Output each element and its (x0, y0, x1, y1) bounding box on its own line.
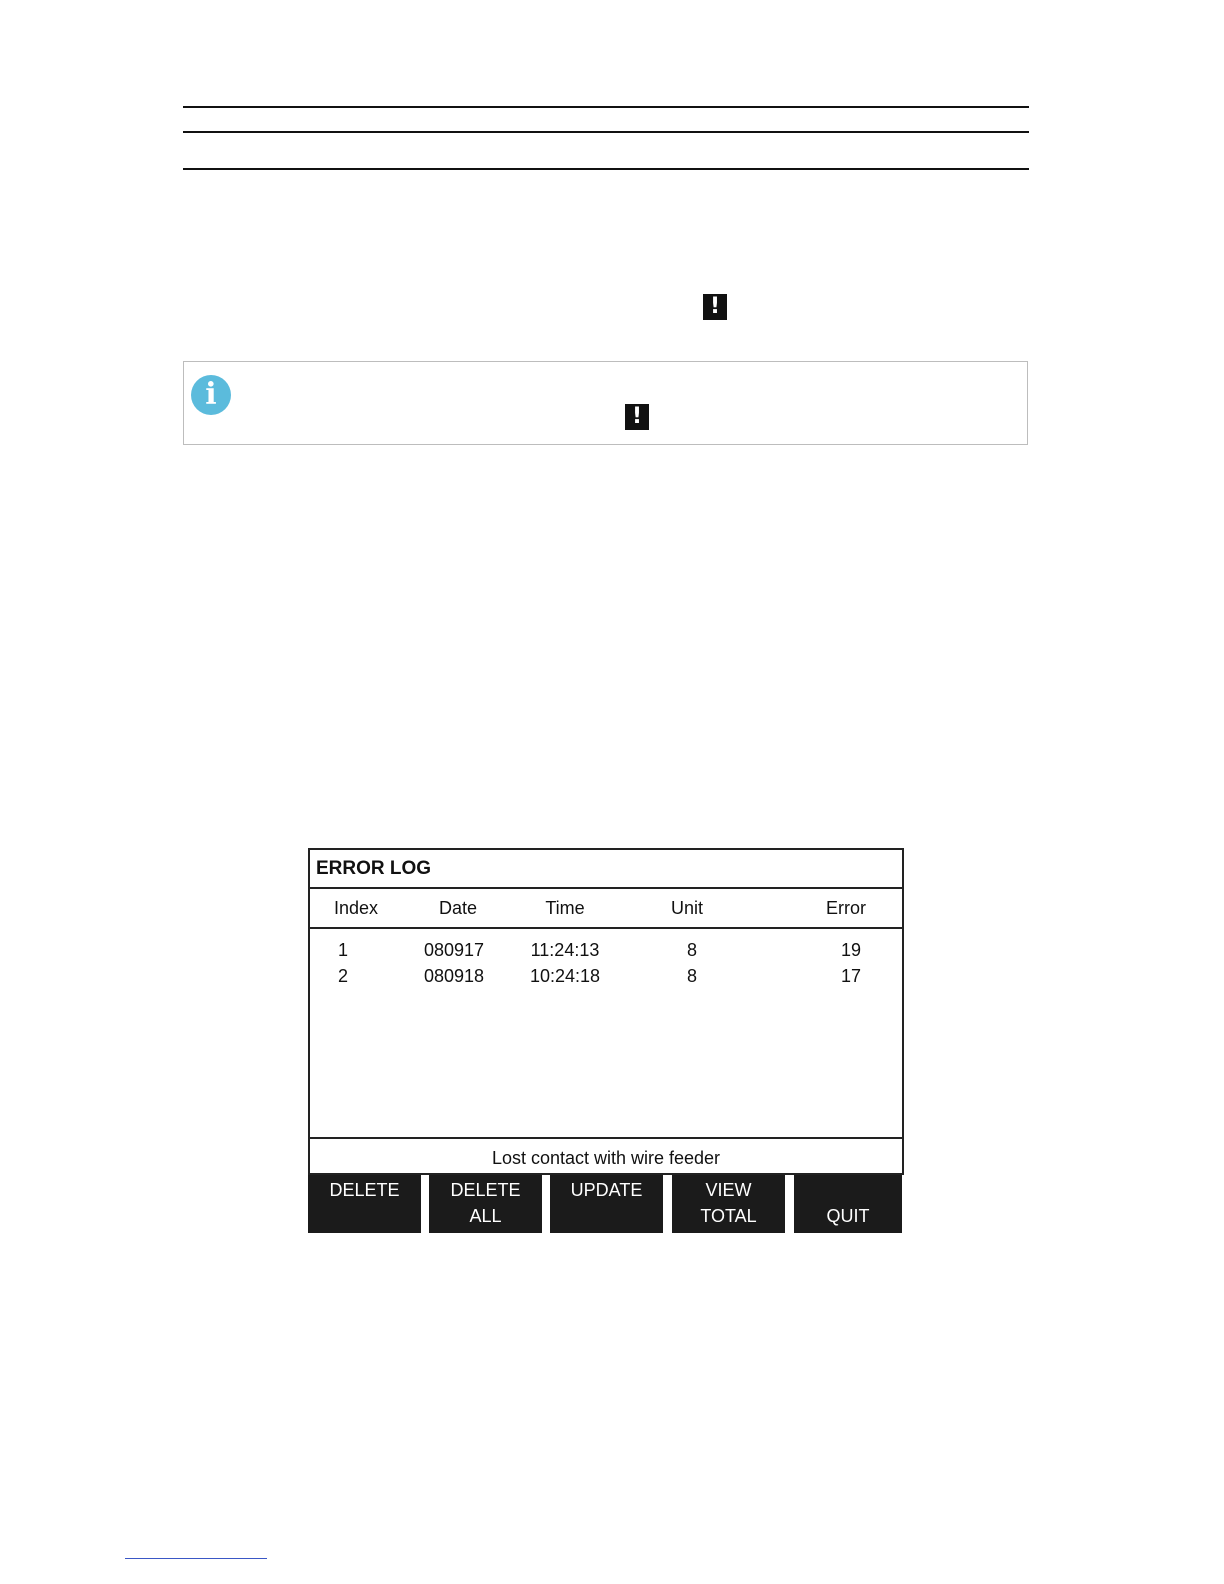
cell-time: 10:24:18 (529, 966, 601, 986)
quit-button[interactable] (794, 1175, 902, 1233)
table-row[interactable] (310, 940, 902, 966)
cell-index: 1 (337, 940, 348, 960)
header-rule-top (183, 106, 1029, 108)
softkey-label-line1: DELETE (329, 1180, 400, 1200)
table-row[interactable] (310, 966, 902, 992)
cell-error: 19 (840, 940, 862, 960)
softkey-label-line1: UPDATE (570, 1180, 643, 1200)
cell-date: 080917 (423, 940, 485, 960)
softkey-label-line2: ALL (469, 1206, 502, 1226)
footnote-separator (125, 1558, 267, 1559)
softkey-label-line2: QUIT (826, 1206, 870, 1226)
cell-date: 080918 (423, 966, 485, 986)
column-header-date: Date (438, 898, 478, 918)
error-log-panel (308, 848, 904, 1175)
table-header (310, 889, 902, 929)
delete-all-button[interactable] (429, 1175, 542, 1233)
header-rule-middle (183, 131, 1029, 133)
softkey-label-line2: TOTAL (700, 1206, 757, 1226)
cell-time: 11:24:13 (530, 940, 600, 960)
column-header-unit: Unit (670, 898, 703, 918)
view-total-button[interactable] (672, 1175, 785, 1233)
screen-title: ERROR LOG (310, 850, 902, 889)
warning-icon: ! (703, 294, 727, 320)
softkey-label-line1: VIEW (705, 1180, 752, 1200)
delete-button[interactable] (308, 1175, 421, 1233)
header-rule-bottom (183, 168, 1029, 170)
column-header-error: Error (826, 898, 866, 918)
update-button[interactable] (550, 1175, 663, 1233)
info-note-box (183, 361, 1028, 445)
cell-error: 17 (840, 966, 862, 986)
cell-unit: 8 (686, 966, 697, 986)
softkey-bar (308, 1175, 904, 1233)
error-log-screen (308, 848, 904, 1233)
column-header-time: Time (545, 898, 585, 918)
cell-index: 2 (337, 966, 348, 986)
column-header-index: Index (333, 898, 379, 918)
warning-icon: ! (625, 404, 649, 430)
cell-unit: 8 (686, 940, 697, 960)
softkey-label-line1: DELETE (450, 1180, 521, 1200)
status-message: Lost contact with wire feeder (310, 1137, 902, 1175)
info-icon: i (191, 375, 231, 415)
